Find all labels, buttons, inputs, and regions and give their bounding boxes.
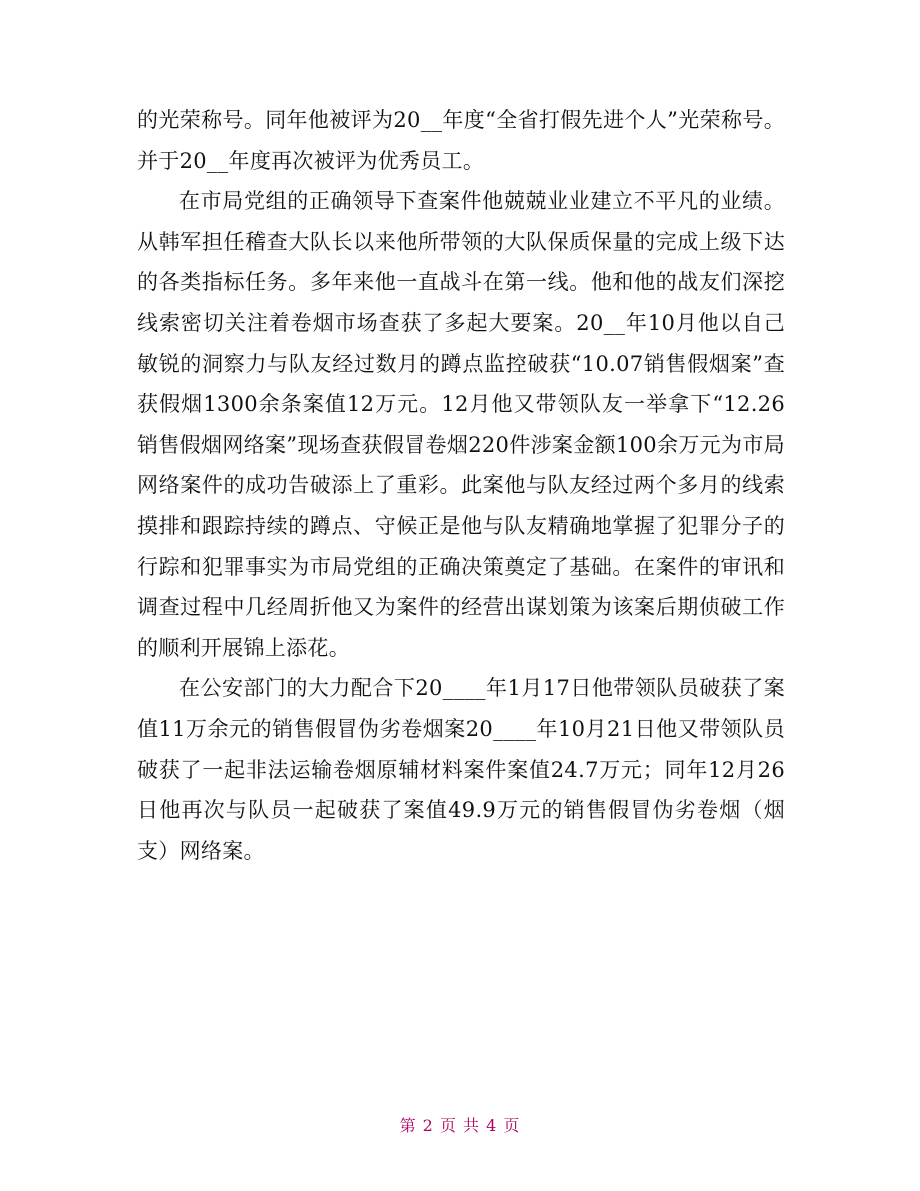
document-body [137,100,785,871]
paragraph-cases: 在公安部门的大力配合下20____年1月17日他带领队员破获了案值11万余元的销售假冒伪劣卷烟案20____年10月21日他又带领队员破获了一起非法运输卷烟原辅材料案件案值24.7万元；同年12月26日他再次与队员一起破获了案值49.9万元的销售假冒伪劣卷烟（烟支）网络案。 [137,676,785,863]
page-number-label: 第 2 页 共 4 页 [399,1116,521,1135]
paragraph-continued: 的光荣称号。同年他被评为20__年度“全省打假先进个人”光荣称号。并于20__年度再次被评为优秀员工。 [137,108,785,173]
paragraph-investigation: 在市局党组的正确领导下查案件他兢兢业业建立不平凡的业绩。从韩军担任稽查大队长以来他所带领的大队保质保量的完成上级下达的各类指标任务。多年来他一直战斗在第一线。他和他的战友们深挖线索密切关注着卷烟市场查获了多起大要案。20__年10月他以自己敏锐的洞察力与队友经过数月的蹲点监控破获“10.07销售假烟案”查获假烟1300余条案值12万元。12月他又带领队友一举拿下“12.26销售假烟网络案”现场查获假冒卷烟220件涉案金额100余万元为市局网络案件的成功告破添上了重彩。此案他与队友经过两个多月的线索摸排和跟踪持续的蹲点、守候正是他与队友精确地掌握了犯罪分子的行踪和犯罪事实为市局党组的正确决策奠定了基础。在案件的审讯和调查过程中几经周折他又为案件的经营出谋划策为该案后期侦破工作的顺利开展锦上添花。 [137,189,785,660]
page-footer [0,1113,920,1136]
